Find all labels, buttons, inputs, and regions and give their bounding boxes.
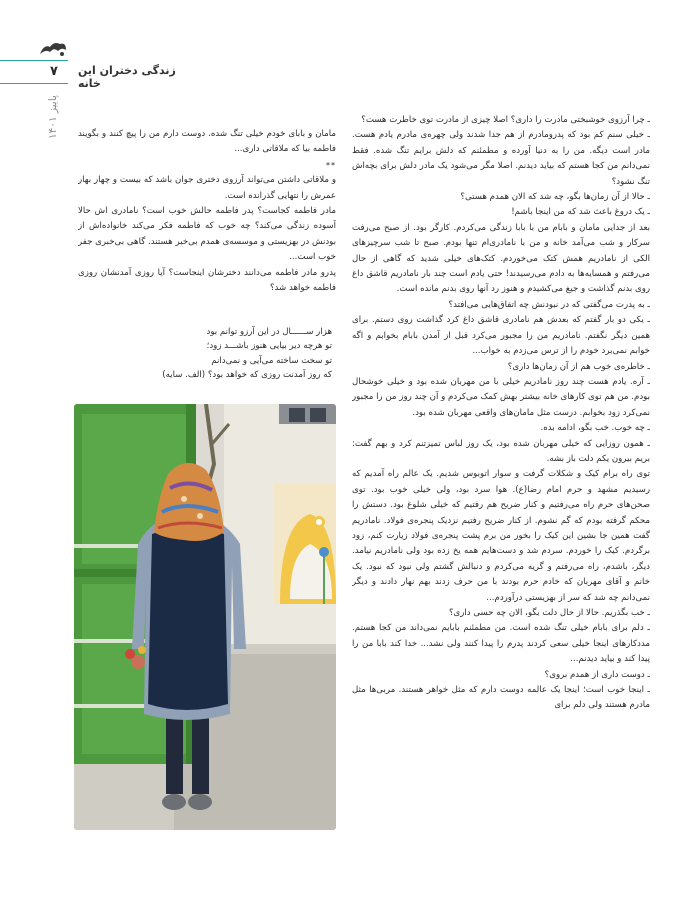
poem-line: تو سخت ساخته می‌آیی و نمی‌دانم [211,355,332,366]
paragraph: ـ دلم برای بابام خیلی تنگ شده است. من مطمئنم بابایم نمی‌داند من کجا هستم. مددکارهای اینجا خیلی سعی کردند پدرم را پیدا کنند ولی نشد... خدا کند بابا من را پیدا کند و بیاید دیدنم... [352,623,650,665]
poem-line: هزار ســــــال در این آرزو توانم بود [206,327,332,337]
poem [100,325,332,382]
paragraph: ـ خب بگذریم. حالا از حال دلت بگو، الان چه حسی داری؟ [448,608,650,618]
section-title: زندگی دختران این خانه [78,64,176,90]
left-column [78,127,336,296]
paragraph: مادر فاطمه کجاست؟ پدر فاطمه حالش خوب است؟ نامادری اش حالا آسوده زندگی می‌کند؟ چه خوب که فاطمه فکر می‌کند خانواده‌اش از بودنش در بهزیستی و موسسه‌ی همدم بی‌خبر هستند. گاهی بی‌خبری جفر خوب است... [78,206,336,263]
paragraph: ـ دوست داری از همدم بروی؟ [544,669,650,680]
paragraph: ـ خیلی سنم کم بود که پدرومادرم از هم جدا شدند ولی چهره‌ی مادرم یادم هست. مادر است دیگه. من را به دنیا آورده و مطمئنم که دلش برایم تنگ شده. فقط نمی‌دانم من کجا هستم که بیاید دیدنم. اصلا مگر می‌شود یک مادر دلش برای بچه‌اش تنگ نشود؟ [352,130,650,187]
right-column [352,113,650,853]
paragraph: ـ خاطره‌ی خوب هم از آن زمان‌ها داری؟ [507,361,650,372]
header-rule-top [0,60,68,61]
paragraph: ـ به پدرت می‌گفتی که در نبودنش چه اتفاق‌هایی می‌افتد؟ [448,299,650,310]
paragraph: ـ چه خوب. خب بگو، ادامه بده. [540,423,650,434]
paragraph: ـ یکی دو بار گفتم که بعدش هم نامادری قاشق داغ کرد گذاشت روی دستم. برای همین دیگر نگفتم. نامادریم من را مجبور می‌کرد قبل از آمدن بابام بخوابم و اگه خوابم نمی‌برد خودم را از ترس می‌زدم به خواب... [352,315,650,357]
header-rule-bottom [0,83,68,84]
girl-at-gate-photo [74,404,336,830]
paragraph: ـ چرا آرزوی خوشبختی مادرت را داری؟ اصلا چیزی از مادرت توی خاطرت هست؟ [361,115,650,125]
paragraph: ـ همون روزایی که خیلی مهربان شده بود، یک روز لباس تمیزتنم کرد و بهم گفت: بریم بیرون یکم دلت باز بشه. [352,438,650,464]
poem-line: تو هرچه دیر بیایی هنوز باشـــد زود؛ [206,341,332,352]
paragraph: مامان و بابای خودم خیلی تنگ شده. دوست دارم من را پیچ کنند و بگویند فاطمه بیا که ملاقاتی داری... [78,129,336,155]
paragraph: بعد از جدایی مامان و بابام من با بابا زندگی می‌کردم. کارگر بود. از صبح می‌رفت سرکار و شب می‌آمد خانه و من با نامادری‌ام تنها بودم. صبح تا شب سرچیزهای الکی از نامادریم همش کتک می‌خوردم. کتک‌های خیلی شدید که گاهی از حال می‌رفتم و همسایه‌ها به دادم می‌رسیدند! حتی یادم است چند بار نامادریم قاشق داغ روی بدنم گذاشت و جیغ می‌کشیدم و هنوز رد آنها روی بدنم مانده است. [352,222,650,295]
paragraph: توی راه برام کیک و شکلات گرفت و سوار اتوبوس شدیم. یک عالم راه آمدیم که رسیدیم مشهد و حرم امام رضا(ع). هوا سرد بود، ولی خیلی خوب بود. توی صحن‌های حرم راه می‌رفتیم و کنار ضریح هم رفتیم که خیلی شلوغ بود. دستش را محکم گرفته بودم که گم نشوم. از کنار ضریح رفتیم نزدیک پنجره‌ی فولاد. نامادریم گفت همین جا بشین این کیک را بخور من برم پشت پنجره‌ی فولاد زیارت کنم، زود برگردم. کیک را خوردم. سردم شد و دست‌هایم همه یخ زده بود ولی نامادریم نیامد. دیگر، باشدم، راه می‌رفتم و گریه می‌کردم و دنبالش گشتم ولی نبود که نبود. یک خانم و آقای مهربان که خادم حرم بودند با من حرف زدند بهم نهار دادند و دیگر نمی‌دانم چه شد که سر از بهزیستی درآوردم... [352,469,650,603]
page-number: ۷ [50,64,58,79]
paragraph: پدرو مادر فاطمه می‌دانند دخترشان اینجاست؟ آیا روزی آمدنشان روزی فاطمه خواهد شد؟ [78,267,336,294]
section-separator: ** [326,160,336,170]
magazine-logo-icon [38,38,68,60]
paragraph: ـ حالا از آن زمان‌ها بگو، چه شد که الان همدم هستی؟ [460,192,650,203]
paragraph: ـ آره. یادم هست چند روز نامادریم خیلی با من مهربان شده بود و خیلی خوشحال بودم. من هم توی کارهای خانه بیشتر بهش کمک می‌کردم و آن چند روز من را مجبور نمی‌کرد زود بخوابم. درست مثل مامان‌های واقعی مهربان شده بود. [352,376,650,418]
paragraph: ـ اینجا خوب است؛ اینجا یک عالمه دوست دارم که مثل خواهر هستند. مربی‌ها مثل مادرم هستند ولی دلم برای [352,685,650,711]
poem-line: که روز آمدنت روزی که خواهد بود؟ (الف. سایه) [162,369,332,380]
paragraph: ـ یک دروغ باعث شد که من اینجا باشم! [511,207,650,218]
issue-label: پاییز ۱۴۰۱ [47,95,59,139]
paragraph: و ملاقاتی داشتن می‌تواند آرزوی دختری جوان باشد که بیست و چهار بهار عمرش را نتهایی گذرانده است. [78,175,336,201]
